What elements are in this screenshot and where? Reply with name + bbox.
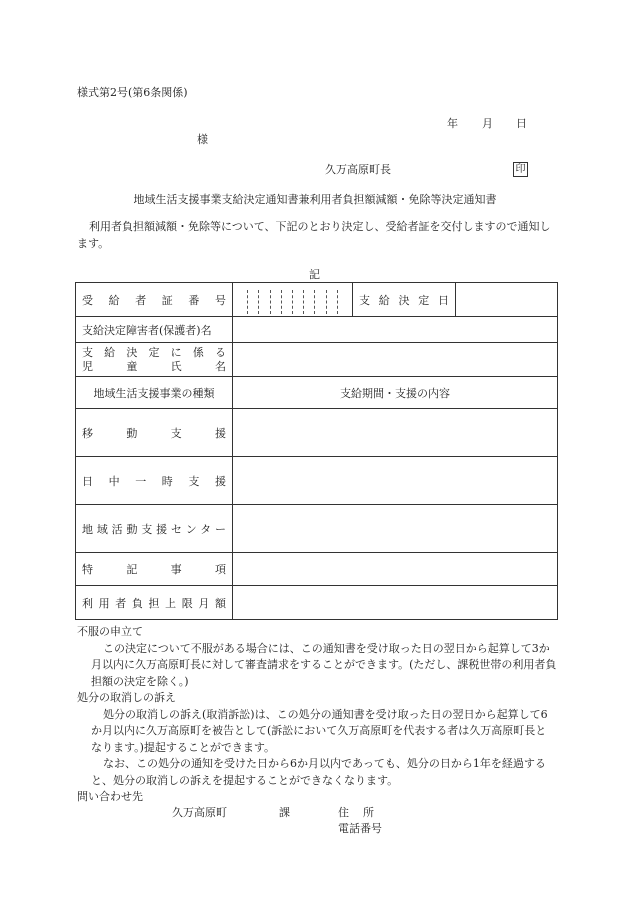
row-special-notes-label: 特記事項 bbox=[76, 553, 233, 586]
contact-town: 久万高原町 bbox=[172, 806, 227, 819]
decision-date-label: 支給決定日 bbox=[353, 283, 456, 317]
date-year-label: 年 bbox=[447, 117, 458, 130]
form-number: 様式第2号(第6条関係) bbox=[77, 86, 188, 99]
period-header: 支給期間・支援の内容 bbox=[233, 377, 558, 409]
contact-heading: 問い合わせ先 bbox=[77, 790, 143, 803]
seal-mark: 印 bbox=[513, 162, 528, 177]
issuer-name: 久万高原町長 bbox=[325, 163, 391, 176]
date-month-label: 月 bbox=[482, 117, 493, 130]
table-row bbox=[76, 586, 558, 620]
row-burden-limit-field[interactable] bbox=[233, 586, 558, 620]
table-row bbox=[76, 409, 558, 457]
appeal-heading: 不服の申立て bbox=[77, 625, 143, 638]
date-day-label: 日 bbox=[516, 117, 527, 130]
disabled-person-label: 支給決定障害者(保護者)名 bbox=[76, 317, 233, 343]
child-name-label: 支給決定に係る 児童氏名 bbox=[76, 343, 233, 377]
lawsuit-heading: 処分の取消しの訴え bbox=[77, 691, 176, 704]
table-row bbox=[76, 283, 558, 317]
recipient-suffix: 様 bbox=[197, 133, 208, 146]
table-row bbox=[76, 457, 558, 505]
lawsuit-text-2: なお、この処分の通知を受けた日から6か月以内であっても、処分の日から1年を経過すると、処分の取消しの訴えを提起することができなくなります。 bbox=[91, 757, 546, 787]
cert-number-label: 受給者証番号 bbox=[76, 283, 233, 317]
contact-phone: 電話番号 bbox=[338, 822, 382, 835]
row-mobility-support-field[interactable] bbox=[233, 409, 558, 457]
row-mobility-support-label: 移動支援 bbox=[76, 409, 233, 457]
table-row bbox=[76, 553, 558, 586]
notes-section bbox=[77, 624, 557, 806]
decision-table bbox=[75, 282, 558, 620]
ki-label: 記 bbox=[309, 268, 320, 281]
appeal-text: この決定について不服がある場合には、この通知書を受け取った日の翌日から起算して3か月以内に久万高原町長に対して審査請求をすることができます。(ただし、課税世帯の利用者負担額の決定を除く。) bbox=[91, 641, 557, 688]
cert-number-field[interactable] bbox=[233, 283, 353, 317]
table-row bbox=[76, 343, 558, 377]
decision-date-field[interactable] bbox=[456, 283, 558, 317]
intro-paragraph: 利用者負担額減額・免除等について、下記のとおり決定し、受給者証を交付しますので通知します。 bbox=[77, 220, 551, 250]
contact-section: 課 bbox=[279, 806, 290, 819]
row-activity-center-label: 地域活動支援センター bbox=[76, 505, 233, 553]
child-name-field[interactable] bbox=[233, 343, 558, 377]
row-burden-limit-label: 利用者負担上限月額 bbox=[76, 586, 233, 620]
row-special-notes-field[interactable] bbox=[233, 553, 558, 586]
lawsuit-text-1: 処分の取消しの訴え(取消訴訟)は、この処分の通知書を受け取った日の翌日から起算して6か月以内に久万高原町を被告として(訴訟において久万高原町を代表する者は久万高原町長となります。)提起することができます。 bbox=[91, 707, 548, 754]
table-row bbox=[76, 505, 558, 553]
row-activity-center-field[interactable] bbox=[233, 505, 558, 553]
contact-address: 住所 bbox=[338, 806, 388, 819]
service-type-header: 地域生活支援事業の種類 bbox=[76, 377, 233, 409]
row-daytime-support-field[interactable] bbox=[233, 457, 558, 505]
row-daytime-support-label: 日中一時支援 bbox=[76, 457, 233, 505]
table-row bbox=[76, 317, 558, 343]
table-row bbox=[76, 377, 558, 409]
disabled-person-field[interactable] bbox=[233, 317, 558, 343]
document-title: 地域生活支援事業支給決定通知書兼利用者負担額減額・免除等決定通知書 bbox=[133, 193, 497, 206]
